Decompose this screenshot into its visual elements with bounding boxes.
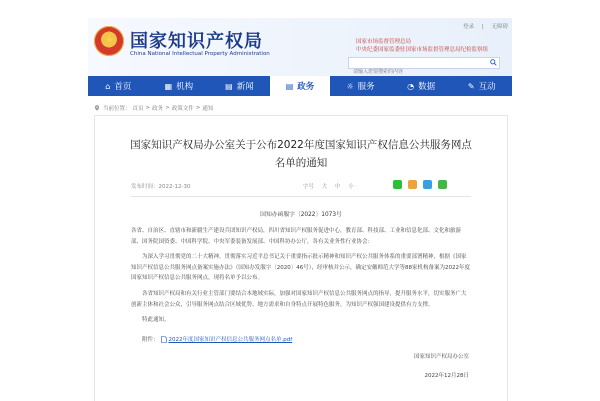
page bbox=[88, 0, 512, 400]
nav-label: 机构 bbox=[176, 82, 194, 92]
nav-item-news[interactable] bbox=[209, 76, 270, 96]
breadcrumb-home[interactable]: 首页 bbox=[132, 106, 144, 112]
home-icon: ⌂ bbox=[105, 81, 111, 91]
wechat-share-icon[interactable] bbox=[393, 180, 402, 189]
document-number: 国知办函服字〔2022〕1073号 bbox=[260, 212, 342, 218]
newspaper-icon: ▤ bbox=[225, 81, 233, 91]
article-paragraph: 各省、自治区、直辖市和新疆生产建设兵团知识产权局，四川省知识产权服务促进中心，教育部、科技部、工业和信息化部、文化和旅游部、国务院国资委、中国科学院、中央军委装备发展部、中国科协办公厅，各有关业务性行业协会： bbox=[131, 228, 462, 245]
pie-chart-icon: ◔ bbox=[407, 81, 415, 91]
nav-item-organization[interactable] bbox=[149, 76, 210, 96]
nav-item-services[interactable] bbox=[330, 76, 391, 96]
attachment bbox=[142, 335, 292, 343]
site-header bbox=[88, 18, 512, 76]
signing-organization: 国家知识产权局办公室 bbox=[413, 354, 469, 360]
nav-item-home[interactable] bbox=[88, 76, 149, 96]
article-paragraph: 各省知识产权局和有关行业主管部门要结合本地域实际，加强对国家知识产权信息公共服务网点的指导，提升服务水平，切实服务广大创新主体和社会公众，引导服务网点结合区域优势、地方需求和自身特点开展特色服务，为知识产权强国建设提供有力支撑。 bbox=[131, 291, 467, 308]
search-icon[interactable] bbox=[490, 59, 497, 66]
attachment-label: 附件： bbox=[142, 337, 159, 343]
font-size-small-button[interactable]: 小 bbox=[348, 184, 354, 190]
nav-label: 政务 bbox=[297, 82, 315, 92]
notice-line[interactable]: 中央纪委国家监委驻国家市场监督管理总局纪检监察组 bbox=[356, 47, 489, 53]
breadcrumb-policy-documents[interactable]: 政策文件 bbox=[171, 106, 194, 112]
breadcrumb bbox=[94, 104, 215, 112]
publish-date: 发布时间：2022-12-30 bbox=[131, 184, 191, 190]
nav-item-data[interactable] bbox=[391, 76, 452, 96]
share-buttons bbox=[393, 180, 453, 189]
pdf-file-icon bbox=[161, 336, 167, 343]
font-size-label: 字号 bbox=[303, 184, 315, 190]
building-icon: ▦ bbox=[164, 81, 173, 91]
font-size-controls bbox=[303, 182, 360, 190]
article-meta bbox=[131, 180, 471, 192]
article-paragraph: 为深入学习贯彻党的二十大精神，贯彻落实习近平总书记关于重要指示批示精神和知识产权公共服务体系的重要部署精神，根据《国家知识产权信息公共服务网点备案实施办法》（国知办发服字〔2020〕46号），经审核并公示，确定安徽师范大学等88家机构备案为2022年度国家知识产权信息公共服务网点，现将名单予以公布。 bbox=[131, 254, 470, 281]
notice-line[interactable]: 国家市场监督管理总局 bbox=[356, 39, 412, 45]
breadcrumb-prefix: 当前位置： bbox=[103, 106, 131, 112]
font-size-medium-button[interactable]: 中 bbox=[335, 184, 341, 190]
breadcrumb-separator: > bbox=[195, 105, 201, 111]
accessibility-link[interactable]: 无障碍 bbox=[491, 24, 508, 30]
favorite-share-icon[interactable] bbox=[408, 180, 417, 189]
breadcrumb-notices[interactable]: 通知 bbox=[202, 106, 214, 112]
breadcrumb-government-affairs[interactable]: 政务 bbox=[152, 106, 164, 112]
nav-label: 新闻 bbox=[236, 82, 254, 92]
document-icon: ▤ bbox=[285, 81, 294, 91]
main-nav bbox=[88, 76, 512, 96]
nav-label: 服务 bbox=[357, 82, 375, 92]
breadcrumb-separator: > bbox=[145, 105, 151, 111]
nav-item-government-affairs[interactable] bbox=[270, 76, 331, 96]
article-paragraph: 特此通知。 bbox=[142, 317, 170, 323]
nav-label: 数据 bbox=[418, 82, 436, 92]
search-box bbox=[348, 57, 500, 69]
header-links bbox=[457, 22, 508, 30]
nav-label: 首页 bbox=[114, 82, 132, 92]
divider bbox=[131, 196, 471, 197]
print-share-icon[interactable] bbox=[438, 180, 447, 189]
article-panel bbox=[94, 115, 508, 401]
site-subtitle: China National Intellectual Property Administration bbox=[130, 51, 270, 57]
qq-share-icon[interactable] bbox=[423, 180, 432, 189]
article-title: 国家知识产权局办公室关于公布2022年度国家知识产权信息公共服务网点名单的通知 bbox=[130, 139, 472, 169]
font-size-large-button[interactable]: 大 bbox=[321, 184, 328, 190]
header-notice bbox=[356, 38, 488, 54]
login-link[interactable]: 登录 bbox=[463, 24, 475, 30]
breadcrumb-separator: > bbox=[165, 105, 170, 111]
site-title[interactable]: 国家知识产权局 bbox=[130, 31, 263, 52]
national-emblem-icon[interactable] bbox=[94, 26, 124, 56]
header-separator: | bbox=[481, 24, 484, 30]
signing-date: 2022年12月28日 bbox=[424, 373, 469, 379]
nav-label: 互动 bbox=[478, 82, 496, 92]
pen-icon: ✎ bbox=[467, 81, 475, 91]
nav-item-interaction[interactable] bbox=[451, 76, 512, 96]
attachment-link[interactable]: 2022年度国家知识产权信息公共服务网点名单.pdf bbox=[168, 337, 293, 343]
location-pin-icon bbox=[94, 105, 100, 111]
service-icon: ☼ bbox=[346, 81, 354, 91]
